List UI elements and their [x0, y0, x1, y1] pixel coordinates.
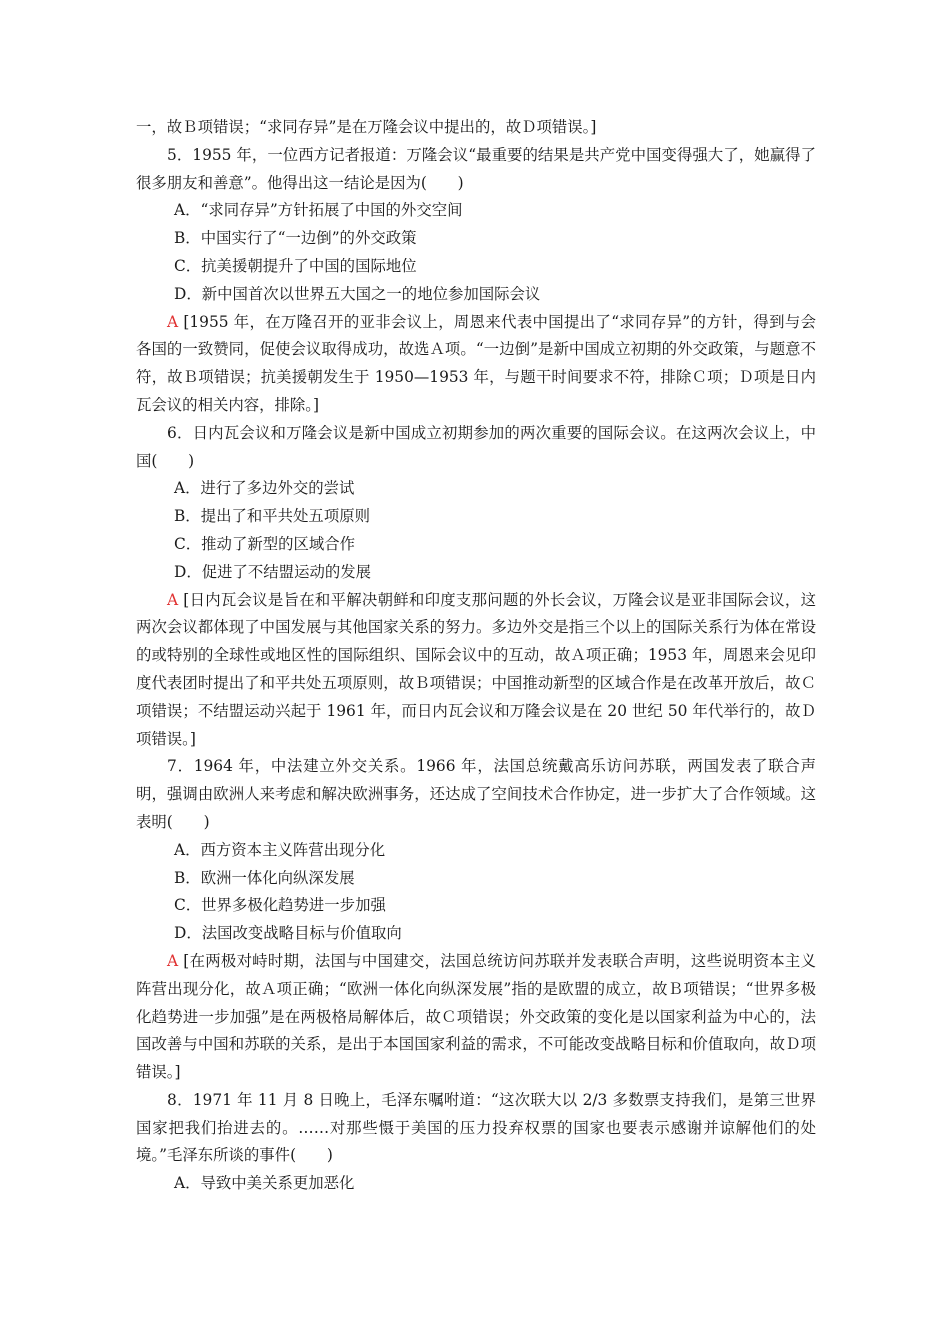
question-6-answer — [136, 587, 816, 754]
question-6-option-d: D．促进了不结盟运动的发展 — [174, 562, 372, 581]
question-6-option-b: B．提出了和平共处五项原则 — [174, 507, 370, 526]
carryover-line: 一，故Ｂ项错误；“求同存异”是在万隆会议中提出的，故Ｄ项错误。] — [136, 118, 597, 136]
question-7-option-c: C．世界多极化趋势进一步加强 — [174, 896, 386, 915]
question-8-option-a: A．导致中美关系更加恶化 — [174, 1174, 355, 1193]
question-7-option-a: A．西方资本主义阵营出现分化 — [174, 840, 386, 859]
question-5-option-b: B．中国实行了“一边倒”的外交政策 — [174, 229, 417, 248]
question-7-option-d: D．法国改变战略目标与价值取向 — [174, 924, 402, 943]
question-7-stem: 7．1964 年，中法建立外交关系。1966 年，法国总统戴高乐访问苏联，两国发表了联合声明，强调由欧洲人来考虑和解决欧洲事务，还达成了空间技术合作协定，进一步扩大了合作领域。这表明( ) — [136, 757, 816, 831]
question-6-explanation: [日内瓦会议是旨在和平解决朝鲜和印度支那问题的外长会议，万隆会议是亚非国际会议，这两次会议都体现了中国发展与其他国家关系的努力。多边外交是指三个以上的国际关系行为体在常设的或特别的全球性或地区性的国际组织、国际会议中的互动，故Ａ项正确；1953 年，周恩来会见印度代表团时提出了和平共处五项原则，故Ｂ项错误；中国推动新型的区域合作是在改革开放后，故Ｃ项错误；不结盟运动兴起于 1961 年，而日内瓦会议和万隆会议是在 20 世纪 50 年代举行的，故Ｄ项错误。] — [136, 590, 816, 748]
question-8-stem: 8．1971 年 11 月 8 日晚上，毛泽东嘱咐道：“这次联大以 2/3 多数票支持我们，是第三世界国家把我们抬进去的。……对那些慑于美国的压力投弃权票的国家也要表示感谢并谅解他们的处境。”毛泽东所谈的事件( ) — [136, 1090, 816, 1165]
question-7-option-b: B．欧洲一体化向纵深发展 — [174, 868, 355, 887]
question-6-stem: 6．日内瓦会议和万隆会议是新中国成立初期参加的两次重要的国际会议。在这两次会议上，中国( ) — [136, 423, 816, 470]
question-5-option-c: C．抗美援朝提升了中国的国际地位 — [174, 256, 417, 275]
question-7-explanation: [在两极对峙时期，法国与中国建交，法国总统访问苏联并发表联合声明，这些说明资本主义阵营出现分化，故Ａ项正确；“欧洲一体化向纵深发展”指的是欧盟的成立，故Ｂ项错误；“世界多极化趋势进一步加强”是在两极格局解体后，故Ｃ项错误；外交政策的变化是以国家利益为中心的，法国改善与中国和苏联的关系，是出于本国国家利益的需求，不可能改变战略目标和价值取向，故Ｄ项错误。] — [136, 951, 816, 1082]
question-5-option-a: A．“求同存异”方针拓展了中国的外交空间 — [174, 201, 463, 220]
question-5-option-d: D．新中国首次以世界五大国之一的地位参加国际会议 — [174, 284, 541, 303]
question-5-stem: 5．1955 年，一位西方记者报道：万隆会议“最重要的结果是共产党中国变得强大了，她赢得了很多朋友和善意”。他得出这一结论是因为( ) — [136, 145, 816, 192]
question-5-explanation: [1955 年，在万隆召开的亚非会议上，周恩来代表中国提出了“求同存异”的方针，得到与会各国的一致赞同，促使会议取得成功，故选Ａ项。“一边倒”是新中国成立初期的外交政策，与题意不符，故Ｂ项错误；抗美援朝发生于 1950—1953 年，与题干时间要求不符，排除Ｃ项；Ｄ项是日内瓦会议的相关内容，排除。] — [136, 312, 816, 414]
question-7-answer — [136, 948, 816, 1087]
answer-letter: A — [167, 951, 179, 970]
answer-letter: A — [167, 312, 179, 331]
answer-letter: A — [167, 590, 179, 609]
question-6-option-a: A．进行了多边外交的尝试 — [174, 479, 355, 498]
question-5-answer — [136, 309, 816, 420]
question-6-option-c: C．推动了新型的区域合作 — [174, 534, 356, 553]
document-body — [136, 114, 816, 1198]
